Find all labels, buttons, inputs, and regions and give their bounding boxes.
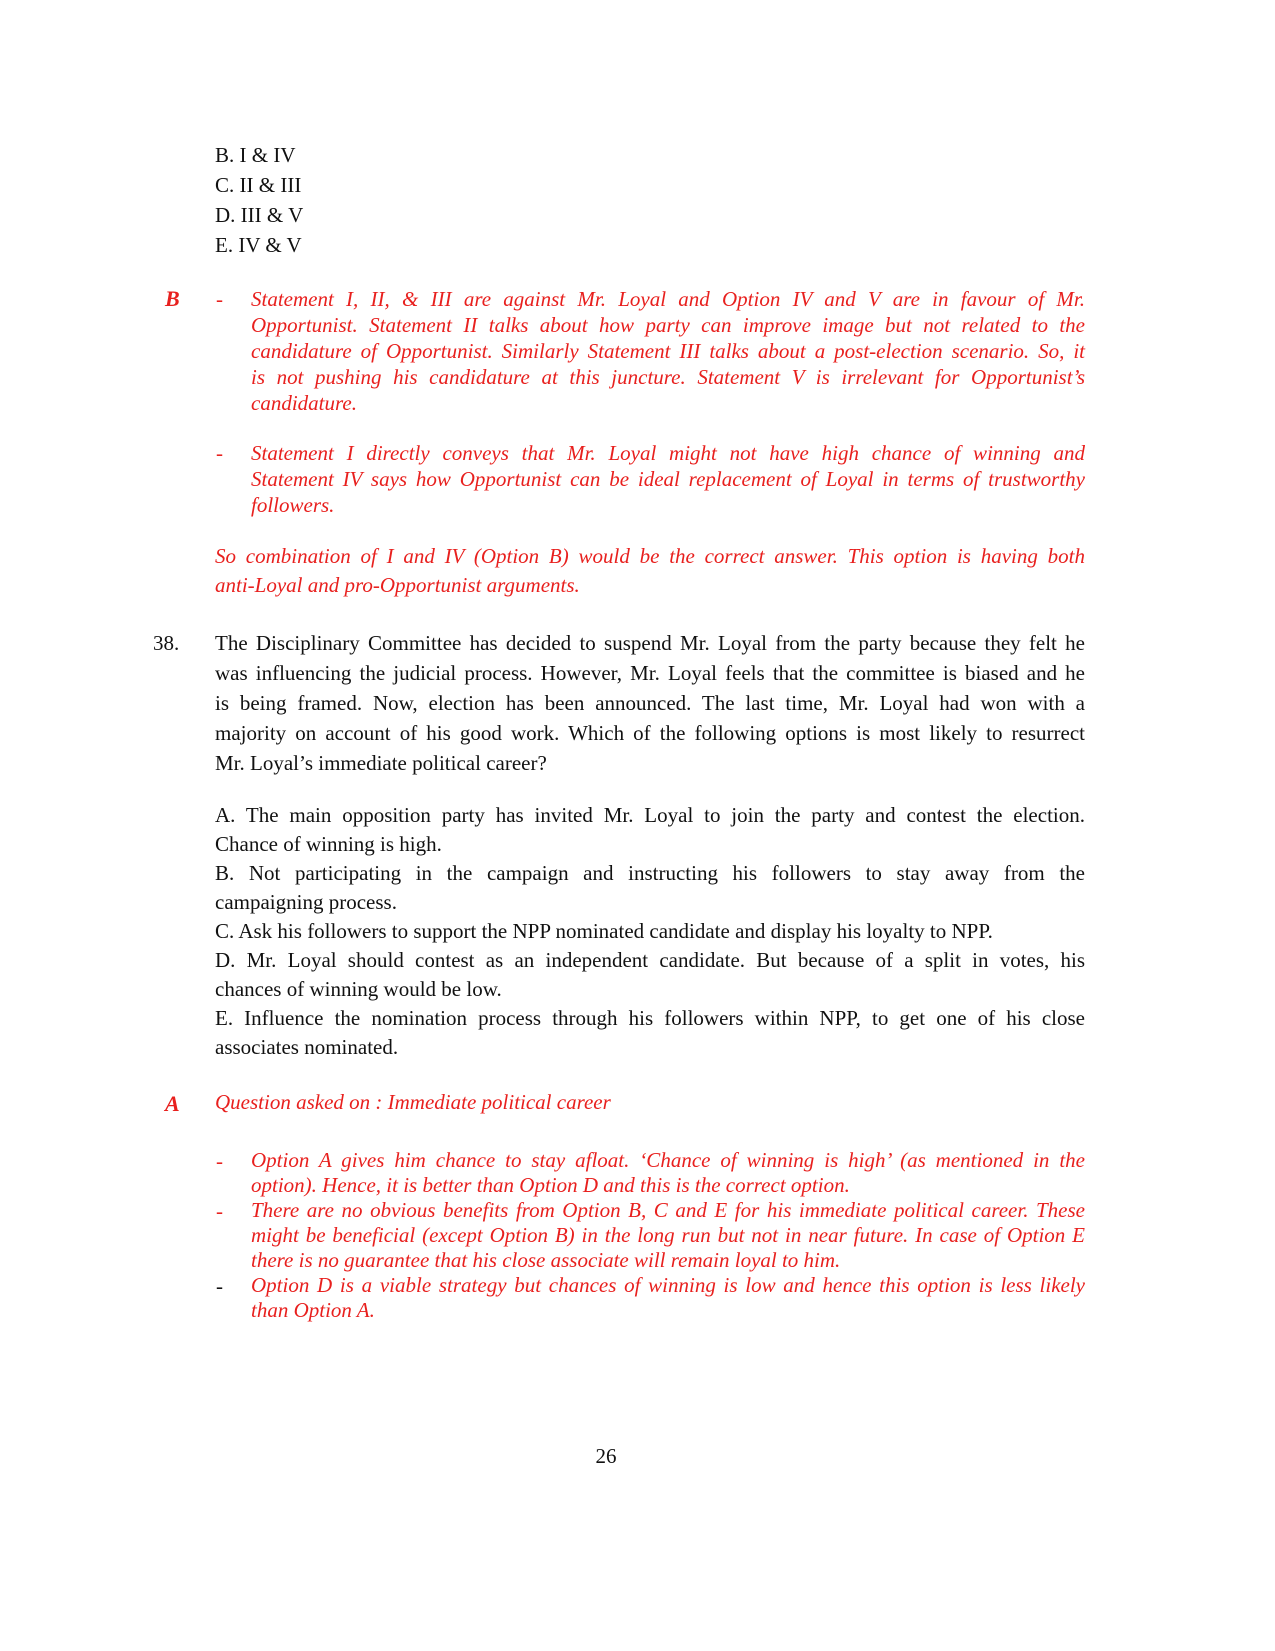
question-number: 38. [153,631,180,655]
explanation-line: followers. [251,493,335,517]
answer-letter-q38: A [165,1091,180,1116]
option-line: E. Influence the nomination process through his followers within NPP, to get one of his close [215,1006,1085,1030]
option-line: A. The main opposition party has invited Mr. Loyal to join the party and contest the election. [215,803,1085,827]
explanation-bullet-2 [251,440,1085,518]
option-list [215,140,303,260]
option-e: E. IV & V [215,233,302,257]
option-line: campaigning process. [215,890,397,914]
option-line: B. Not participating in the campaign and instructing his followers to stay away from the [215,861,1085,885]
explanation-line: Opportunist. Statement II talks about how party can improve image but not related to the [251,313,1085,337]
answer-heading: Question asked on : Immediate political career [215,1090,611,1114]
bullet-dash: - [216,287,223,311]
question-line: Mr. Loyal’s immediate political career? [215,751,547,775]
answer-bullet-3 [251,1273,1085,1323]
option-d: D. III & V [215,203,304,227]
option-e [215,1004,1085,1062]
option-c: C. II & III [215,173,302,197]
option-line: chances of winning would be low. [215,977,502,1001]
question-line: was influencing the judicial process. However, Mr. Loyal feels that the committee is biased and he [215,661,1085,685]
option-b [215,859,1085,917]
bullet-dash: - [216,441,223,465]
explanation-line: candidature of Opportunist. Similarly Statement III talks about a post-election scenario. So, it [251,339,1085,363]
explanation-line: Statement I, II, & III are against Mr. Loyal and Option IV and V are in favour of Mr. [251,287,1085,311]
answer-line: option). Hence, it is better than Option D and this is the correct option. [251,1173,850,1197]
answer-line: Option A gives him chance to stay afloat. ‘Chance of winning is high’ (as mentioned in the [251,1148,1085,1172]
bullet-dash: - [216,1149,223,1173]
question-text [215,628,1085,778]
answer-line: There are no obvious benefits from Option B, C and E for his immediate political career. These [251,1198,1085,1222]
option-line: Chance of winning is high. [215,832,442,856]
option-c [215,917,1085,946]
q38-options [215,801,1085,1062]
option-line: associates nominated. [215,1035,399,1059]
answer-bullet-1 [251,1148,1085,1198]
option-b: B. I & IV [215,143,296,167]
explanation-bullet-1 [251,286,1085,416]
answer-line: might be beneficial (except Option B) in the long run but not in near future. In case of Option E [251,1223,1085,1247]
answer-line: there is no guarantee that his close associate will remain loyal to him. [251,1248,841,1272]
conclusion-line: anti-Loyal and pro-Opportunist arguments. [215,573,580,597]
answer-bullet-2 [251,1198,1085,1273]
option-d [215,946,1085,1004]
answer-line: Option D is a viable strategy but chances of winning is low and hence this option is less likely [251,1273,1085,1297]
question-line: The Disciplinary Committee has decided to suspend Mr. Loyal from the party because they felt he [215,631,1085,655]
option-line: D. Mr. Loyal should contest as an independent candidate. But because of a split in votes, his [215,948,1085,972]
bullet-dash: - [216,1274,223,1298]
explanation-line: Statement I directly conveys that Mr. Loyal might not have high chance of winning and [251,441,1085,465]
explanation-line: Statement IV says how Opportunist can be ideal replacement of Loyal in terms of trustworthy [251,467,1085,491]
option-a [215,801,1085,859]
question-line: majority on account of his good work. Which of the following options is most likely to resurrect [215,721,1085,745]
answer-line: than Option A. [251,1298,375,1322]
conclusion-line: So combination of I and IV (Option B) would be the correct answer. This option is having both [215,544,1085,568]
page-number: 26 [595,1444,617,1468]
conclusion [215,542,1085,600]
option-line: C. Ask his followers to support the NPP nominated candidate and display his loyalty to NPP. [215,919,993,943]
question-line: is being framed. Now, election has been announced. The last time, Mr. Loyal had won with a [215,691,1085,715]
explanation-line: is not pushing his candidature at this juncture. Statement V is irrelevant for Opportunist’s [251,365,1085,389]
bullet-dash: - [216,1199,223,1223]
explanation-line: candidature. [251,391,357,415]
answer-letter-q37: B [165,286,180,311]
